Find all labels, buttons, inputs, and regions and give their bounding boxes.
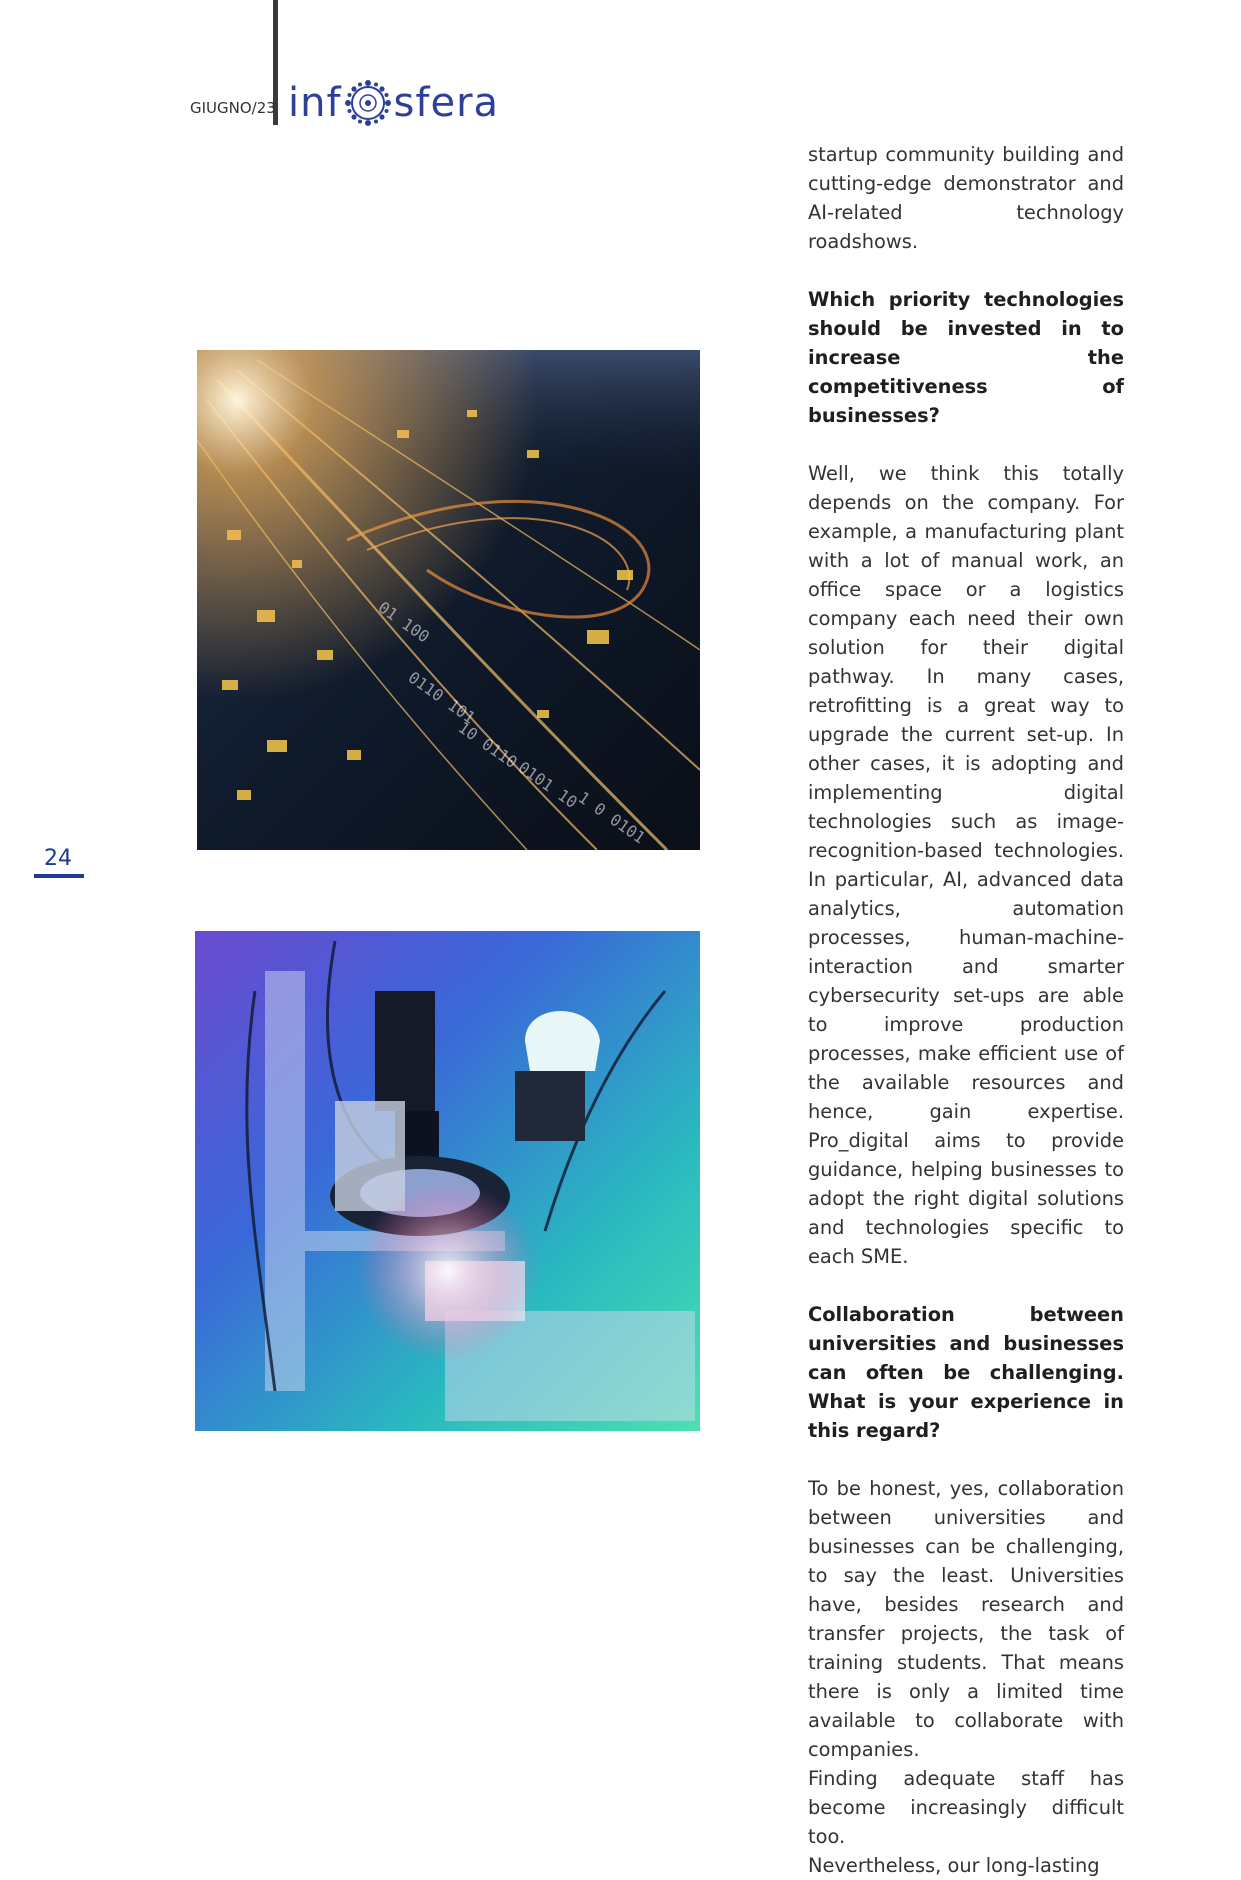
- article-paragraph: startup community building and cutting-edge demonstrator and AI-related technology roadshows.: [808, 143, 1124, 253]
- industrial-machine-vision-camera-photo: [195, 931, 700, 1431]
- globe-network-icon: [344, 79, 392, 127]
- article-paragraph: To be honest, yes, collaboration between universities and businesses can be challenging, to say the least. Universities have, besides research and transfer projects, the task of training students. That means there is only a limited time available to collaborate with companies.: [808, 1477, 1124, 1761]
- page-number: 24: [44, 846, 72, 871]
- article-paragraph: Well, we think this totally depends on the company. For example, a manufacturing plant with a lot of manual work, an office space or a logistics company each need their own solution for their digital pathway. In many cases, retrofitting is a great way to upgrade the current set-up. In other cases, it is adopting and implementing digital technologies such as image-recognition-based technologies. In particular, AI, advanced data analytics, automation processes, human-machine-interaction and smarter cybersecurity set-ups are able to improve production processes, make efficient use of the available resources and hence, gain expertise. Pro_digital aims to provide guidance, helping businesses to adopt the right digital solutions and technologies specific to each SME.: [808, 462, 1124, 1268]
- article-column: [808, 140, 1124, 1880]
- interview-question: Collaboration between universities and businesses can often be challenging. What is your experience in this regard?: [808, 1303, 1124, 1442]
- interview-question: Which priority technologies should be invested in to increase the competitiveness of businesses?: [808, 288, 1124, 427]
- page-number-underline: [34, 874, 84, 878]
- article-paragraph: Nevertheless, our long-lasting: [808, 1854, 1100, 1877]
- smart-city-data-highway-photo: [197, 350, 700, 850]
- logo-text-right: sfera: [393, 80, 500, 126]
- article-paragraph: Finding adequate staff has become increasingly difficult too.: [808, 1767, 1124, 1848]
- infosfera-logo: [288, 78, 499, 128]
- issue-date: GIUGNO/23: [190, 99, 276, 117]
- logo-text-left: inf: [288, 80, 342, 126]
